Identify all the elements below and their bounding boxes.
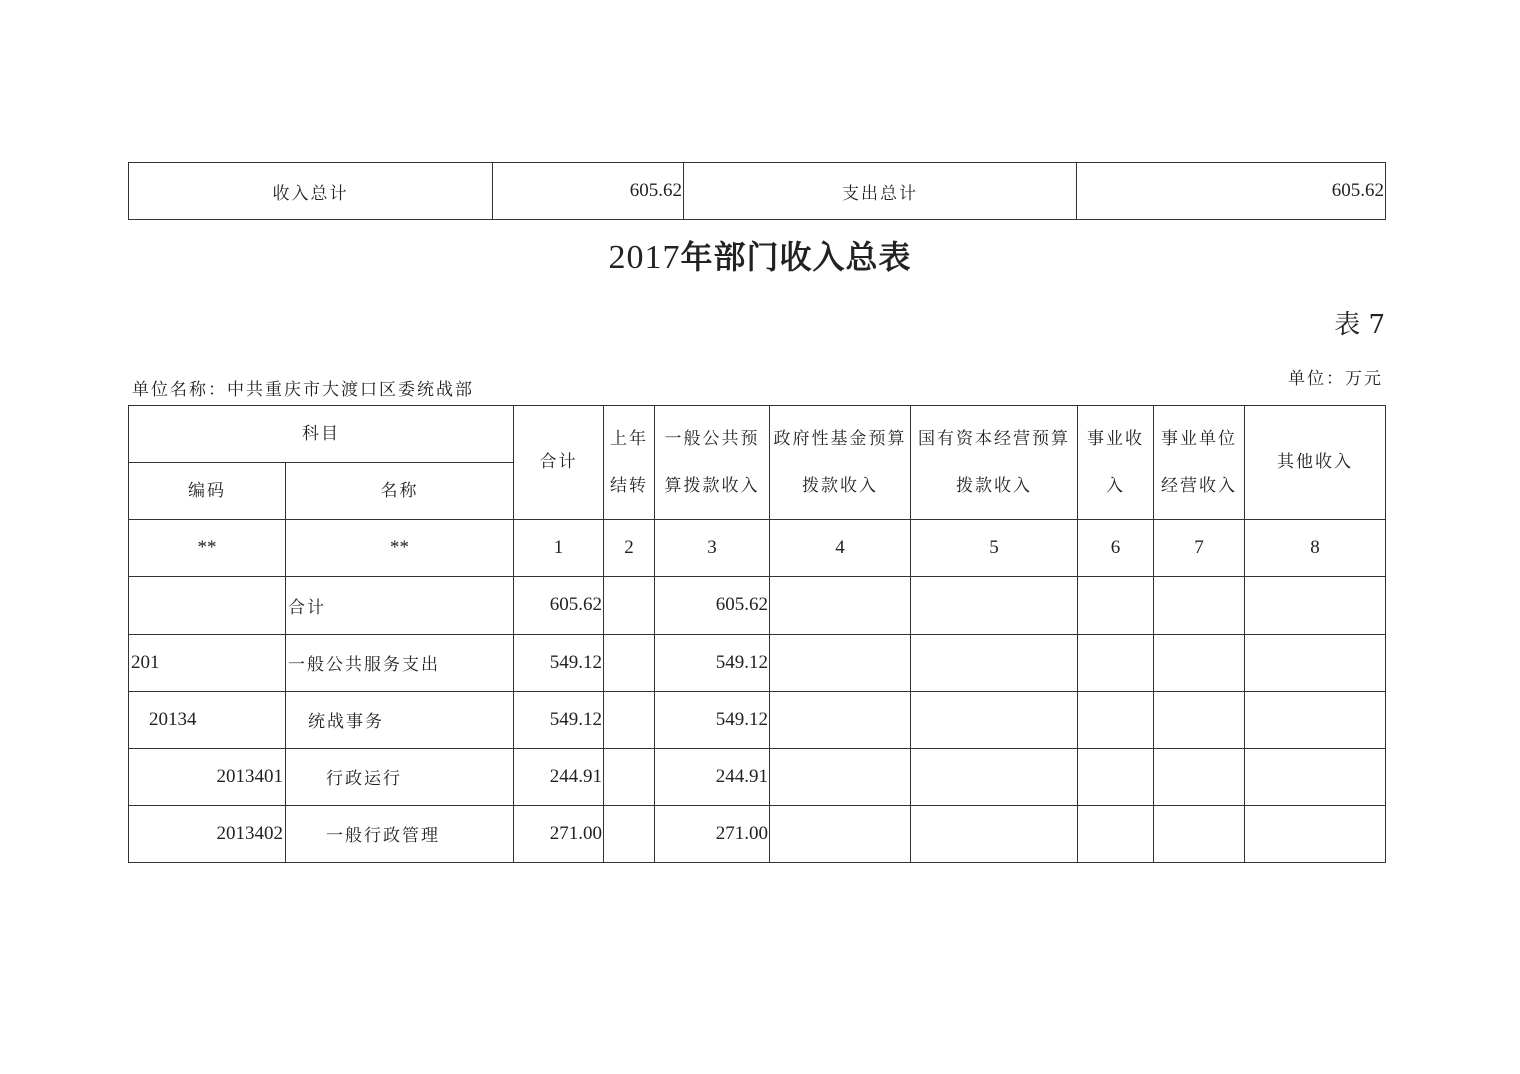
row-general: 549.12	[655, 634, 770, 691]
index-cell: **	[129, 520, 286, 577]
row-business	[1078, 634, 1154, 691]
row-fund	[770, 748, 911, 805]
header-general-line1: 一般公共预	[664, 428, 760, 449]
index-cell: 2	[604, 520, 655, 577]
expense-total-value: 605.62	[1077, 163, 1386, 220]
header-fund-line1: 政府性基金预算	[773, 428, 907, 449]
header-operation	[1154, 406, 1245, 520]
row-total: 549.12	[514, 634, 604, 691]
row-code: 201	[129, 634, 286, 691]
row-state-capital	[911, 691, 1078, 748]
header-state-capital-line2: 拨款收入	[956, 475, 1032, 496]
row-carryover	[604, 634, 655, 691]
row-other	[1245, 805, 1386, 862]
header-business	[1078, 406, 1154, 520]
summary-table	[128, 162, 1386, 220]
index-row	[129, 520, 1386, 577]
table-row	[129, 634, 1386, 691]
row-operation	[1154, 577, 1245, 634]
row-carryover	[604, 691, 655, 748]
header-business-line2: 入	[1106, 475, 1125, 496]
index-cell: **	[286, 520, 514, 577]
row-other	[1245, 634, 1386, 691]
header-state-capital	[911, 406, 1078, 520]
header-row-1	[129, 406, 1386, 463]
row-name: 一般行政管理	[286, 805, 514, 862]
row-total: 605.62	[514, 577, 604, 634]
header-name: 名称	[286, 463, 514, 520]
index-cell: 5	[911, 520, 1078, 577]
row-carryover	[604, 577, 655, 634]
row-operation	[1154, 748, 1245, 805]
header-general-line2: 算拨款收入	[664, 475, 760, 496]
row-other	[1245, 577, 1386, 634]
row-total: 244.91	[514, 748, 604, 805]
row-name: 行政运行	[286, 748, 514, 805]
row-business	[1078, 577, 1154, 634]
row-general: 605.62	[655, 577, 770, 634]
row-general: 271.00	[655, 805, 770, 862]
page-title	[0, 232, 1520, 278]
table-row	[129, 748, 1386, 805]
row-operation	[1154, 691, 1245, 748]
table-row	[129, 691, 1386, 748]
header-operation-line1: 事业单位	[1161, 428, 1237, 449]
row-total: 271.00	[514, 805, 604, 862]
row-other	[1245, 691, 1386, 748]
row-operation	[1154, 634, 1245, 691]
row-state-capital	[911, 748, 1078, 805]
row-name: 一般公共服务支出	[286, 634, 514, 691]
table-row	[129, 577, 1386, 634]
header-other: 其他收入	[1245, 406, 1386, 520]
row-total: 549.12	[514, 691, 604, 748]
header-total: 合计	[514, 406, 604, 520]
row-business	[1078, 691, 1154, 748]
row-code: 2013401	[129, 748, 286, 805]
summary-row	[129, 163, 1386, 220]
row-state-capital	[911, 805, 1078, 862]
row-code	[129, 577, 286, 634]
index-cell: 4	[770, 520, 911, 577]
unit-name: 单位名称：中共重庆市大渡口区委统战部	[132, 380, 474, 400]
unit-label: 单位：万元	[1288, 369, 1383, 389]
header-operation-line2: 经营收入	[1161, 475, 1237, 496]
income-total-value: 605.62	[493, 163, 684, 220]
table-number: 表 7	[1334, 310, 1385, 340]
index-cell: 1	[514, 520, 604, 577]
expense-total-label: 支出总计	[684, 163, 1077, 220]
row-fund	[770, 691, 911, 748]
row-business	[1078, 748, 1154, 805]
index-cell: 7	[1154, 520, 1245, 577]
header-fund-line2: 拨款收入	[802, 475, 878, 496]
row-fund	[770, 805, 911, 862]
row-name: 统战事务	[286, 691, 514, 748]
index-cell: 3	[655, 520, 770, 577]
row-carryover	[604, 805, 655, 862]
row-name: 合计	[286, 577, 514, 634]
header-state-capital-line1: 国有资本经营预算	[918, 428, 1070, 449]
row-fund	[770, 577, 911, 634]
title-text: 年部门收入总表	[680, 238, 912, 276]
row-general: 549.12	[655, 691, 770, 748]
row-code: 20134	[129, 691, 286, 748]
header-carryover-line1: 上年	[610, 428, 648, 449]
row-operation	[1154, 805, 1245, 862]
row-business	[1078, 805, 1154, 862]
row-code: 2013402	[129, 805, 286, 862]
header-fund	[770, 406, 911, 520]
index-cell: 8	[1245, 520, 1386, 577]
header-code: 编码	[129, 463, 286, 520]
row-general: 244.91	[655, 748, 770, 805]
header-general	[655, 406, 770, 520]
title-year: 2017	[608, 239, 681, 276]
income-total-label: 收入总计	[129, 163, 493, 220]
row-carryover	[604, 748, 655, 805]
index-cell: 6	[1078, 520, 1154, 577]
header-business-line1: 事业收	[1087, 428, 1144, 449]
row-fund	[770, 634, 911, 691]
header-subject: 科目	[129, 406, 514, 463]
row-other	[1245, 748, 1386, 805]
income-table	[128, 405, 1386, 863]
row-state-capital	[911, 634, 1078, 691]
row-state-capital	[911, 577, 1078, 634]
table-row	[129, 805, 1386, 862]
header-carryover	[604, 406, 655, 520]
header-carryover-line2: 结转	[610, 475, 648, 496]
